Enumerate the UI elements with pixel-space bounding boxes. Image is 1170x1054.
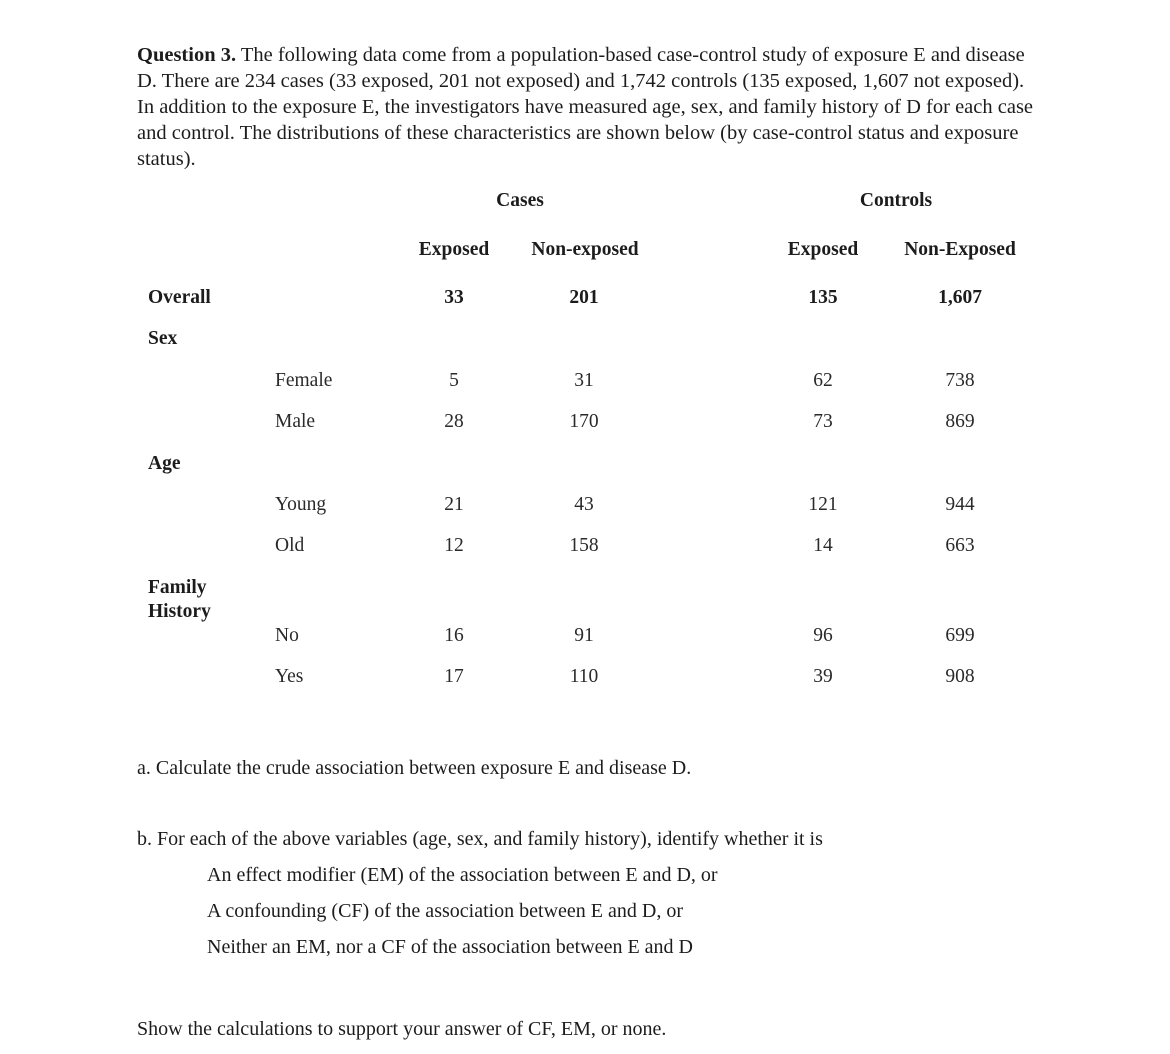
col-header-cases-exposed: Exposed [418,239,490,260]
table-cell: 738 [945,370,975,391]
table-cell: 5 [449,370,459,391]
table-cell: 1,607 [938,287,982,308]
show-calculations-instruction: Show the calculations to support your answer of CF, EM, or none. [137,1018,667,1040]
controls-group-header: Controls [859,190,933,211]
question-label: Question 3. [137,44,237,66]
row-label-no: No [275,625,299,646]
question-b-option-neither: Neither an EM, nor a CF of the association between E and D [207,936,693,958]
row-label-female: Female [275,370,333,391]
col-header-controls-nonexposed: Non-Exposed [904,239,1016,260]
table-cell: 14 [813,535,833,556]
table-cell: 170 [569,411,599,432]
table-cell: 158 [569,535,599,556]
table-cell: 96 [813,625,833,646]
table-cell: 43 [574,494,594,515]
row-label-young: Young [275,494,327,515]
question-b-option-cf: A confounding (CF) of the association between E and D, or [207,900,684,922]
row-label-sex: Sex [148,328,178,349]
row-label-family-history [148,576,211,624]
table-cell: 12 [444,535,464,556]
table-cell: 17 [444,666,464,687]
cases-group-header: Cases [496,190,544,211]
table-cell: 110 [569,666,599,687]
table-cell: 201 [569,287,599,308]
question-a: a. Calculate the crude association between exposure E and disease D. [137,757,692,779]
row-label-family-line1: Family [148,577,207,598]
row-label-overall: Overall [148,287,211,308]
row-label-old: Old [275,535,305,556]
table-cell: 62 [813,370,833,391]
col-header-controls-exposed: Exposed [787,239,859,260]
row-label-yes: Yes [275,666,304,687]
table-cell: 944 [945,494,975,515]
table-cell: 39 [813,666,833,687]
table-cell: 33 [444,287,464,308]
question-text: The following data come from a population-based case-control study of exposure E and disease D. There are 234 cases (33 exposed, 201 not exposed) and 1,742 controls (135 exposed, 1,607 not exposed). In addition to the exposure E, the investigators have measured age, sex, and family history of D for each case and control. The distributions of these characteristics are shown below (by case-control status and exposure status). [137,44,1034,170]
table-cell: 121 [808,494,838,515]
table-cell: 699 [945,625,975,646]
table-cell: 869 [945,411,975,432]
table-cell: 908 [945,666,975,687]
row-label-age: Age [148,453,181,474]
question-b-option-em: An effect modifier (EM) of the association between E and D, or [207,864,718,886]
table-cell: 91 [574,625,594,646]
question-intro [137,42,1037,172]
table-cell: 73 [813,411,833,432]
col-header-cases-nonexposed: Non-exposed [531,239,639,260]
table-cell: 135 [808,287,838,308]
table-cell: 663 [945,535,975,556]
table-cell: 31 [574,370,594,391]
question-b: b. For each of the above variables (age, sex, and family history), identify whether it is [137,828,823,850]
row-label-family-line2: History [148,601,211,622]
row-label-male: Male [275,411,316,432]
table-cell: 16 [444,625,464,646]
table-cell: 21 [444,494,464,515]
table-cell: 28 [444,411,464,432]
